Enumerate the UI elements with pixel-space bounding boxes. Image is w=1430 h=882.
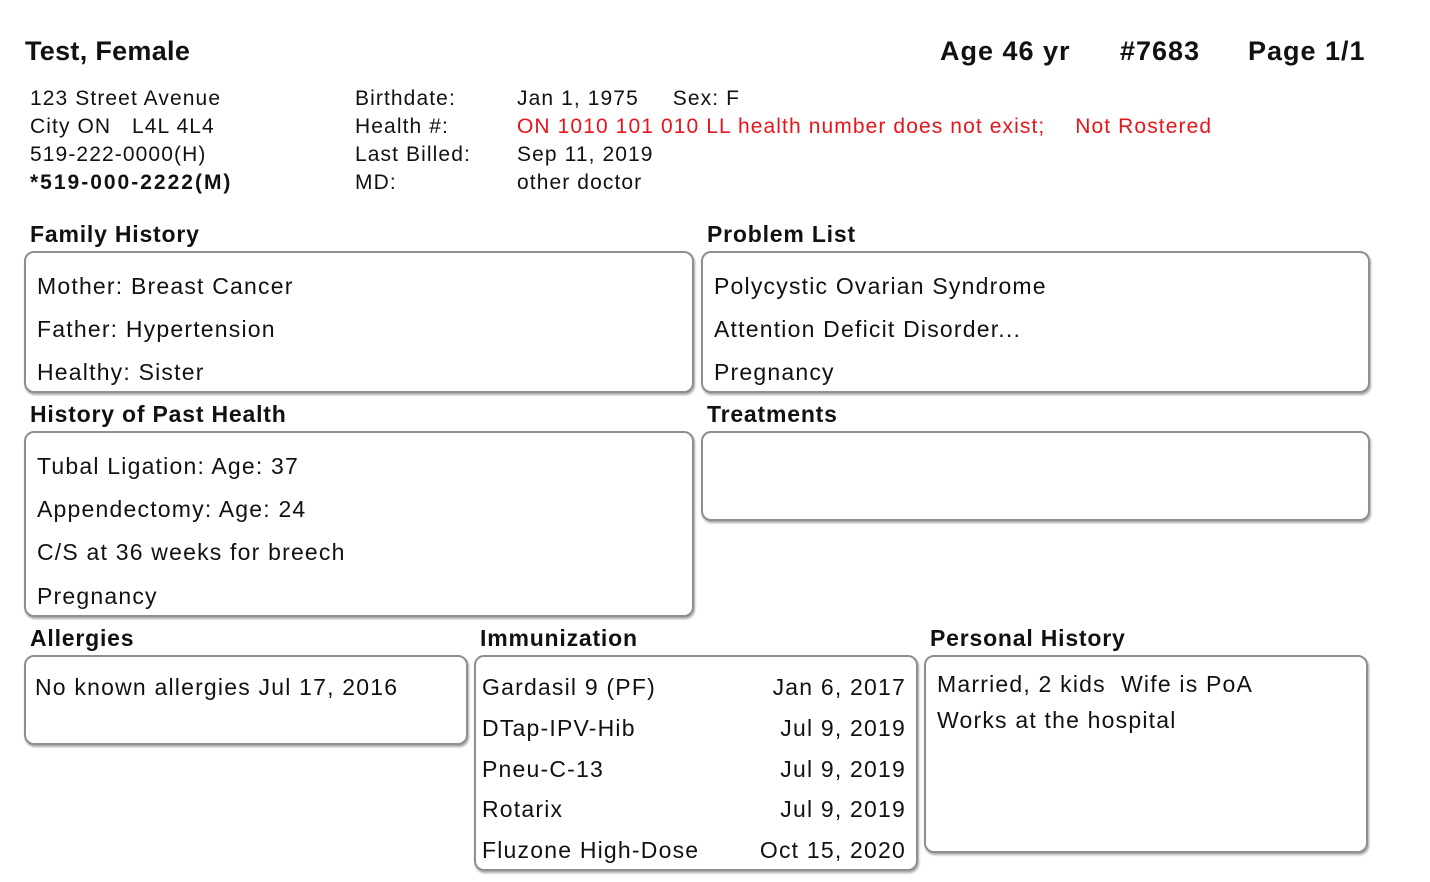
immunization-date: Jul 9, 2019	[780, 796, 906, 822]
immunization-name: Fluzone High-Dose	[482, 837, 700, 863]
past-health-item: Appendectomy: Age: 24	[37, 496, 307, 522]
chart-number: #7683	[1120, 36, 1201, 66]
immunization-name: Gardasil 9 (PF)	[482, 674, 656, 700]
demographic-values	[517, 85, 1212, 197]
treatments-title: Treatments	[707, 401, 838, 427]
personal-history-item: Married, 2 kids Wife is PoA	[937, 671, 1254, 697]
health-number-label: Health #:	[355, 115, 449, 138]
phone-home: 519-222-0000(H)	[30, 143, 207, 166]
immunization-date: Jul 9, 2019	[780, 715, 906, 741]
health-number-value: ON 1010 101 010 LL health number does not exist;	[517, 115, 1046, 138]
allergies-box	[24, 655, 468, 745]
immunization-box	[474, 655, 918, 871]
immunization-name: Rotarix	[482, 796, 564, 822]
problem-list-item: Pregnancy	[714, 359, 835, 385]
past-health-title: History of Past Health	[30, 401, 287, 427]
immunization-row	[482, 674, 906, 701]
problem-list-item: Polycystic Ovarian Syndrome	[714, 273, 1047, 299]
problem-list-item: Attention Deficit Disorder...	[714, 316, 1022, 342]
immunization-row	[482, 796, 906, 823]
immunization-row	[482, 837, 906, 864]
treatments-box	[701, 431, 1370, 521]
immunization-date: Oct 15, 2020	[759, 837, 906, 863]
allergy-item: No known allergies Jul 17, 2016	[35, 674, 399, 700]
last-billed-label: Last Billed:	[355, 143, 471, 166]
family-history-item: Father: Hypertension	[37, 316, 276, 342]
md-label: MD:	[355, 171, 397, 194]
personal-history-item: Works at the hospital	[937, 707, 1177, 733]
md-value: other doctor	[517, 171, 643, 194]
personal-history-title: Personal History	[930, 625, 1126, 651]
contact-block	[30, 85, 232, 197]
problem-list-title: Problem List	[707, 221, 856, 247]
immunization-title: Immunization	[480, 625, 638, 651]
birthdate-value: Jan 1, 1975	[517, 87, 639, 110]
page-indicator: Page 1/1	[1248, 36, 1366, 66]
last-billed-value: Sep 11, 2019	[517, 143, 654, 166]
personal-history-box	[924, 655, 1368, 853]
immunization-date: Jul 9, 2019	[780, 756, 906, 782]
birthdate-row	[517, 85, 1212, 113]
immunization-row	[482, 756, 906, 783]
patient-age: Age 46 yr	[940, 36, 1071, 66]
sex-value: Sex: F	[672, 87, 741, 110]
past-health-item: Pregnancy	[37, 583, 158, 609]
problem-list-box	[701, 251, 1370, 393]
immunization-row	[482, 715, 906, 742]
patient-name: Test, Female	[25, 36, 191, 66]
past-health-box	[24, 431, 694, 617]
immunization-name: DTap-IPV-Hib	[482, 715, 636, 741]
demographic-labels	[355, 85, 471, 197]
family-history-item: Mother: Breast Cancer	[37, 273, 294, 299]
phone-mobile: *519-000-2222(M)	[30, 171, 233, 194]
address-line-1: 123 Street Avenue	[30, 87, 222, 110]
past-health-item: C/S at 36 weeks for breech	[37, 539, 346, 565]
immunization-name: Pneu-C-13	[482, 756, 605, 782]
family-history-box	[24, 251, 694, 393]
allergies-title: Allergies	[30, 625, 135, 651]
birthdate-label: Birthdate:	[355, 87, 456, 110]
past-health-item: Tubal Ligation: Age: 37	[37, 453, 300, 479]
family-history-item: Healthy: Sister	[37, 359, 205, 385]
address-line-2: City ON L4L 4L4	[30, 115, 215, 138]
roster-status: Not Rostered	[1075, 115, 1213, 138]
family-history-title: Family History	[30, 221, 200, 247]
immunization-date: Jan 6, 2017	[772, 674, 906, 700]
health-number-row	[517, 113, 1212, 141]
